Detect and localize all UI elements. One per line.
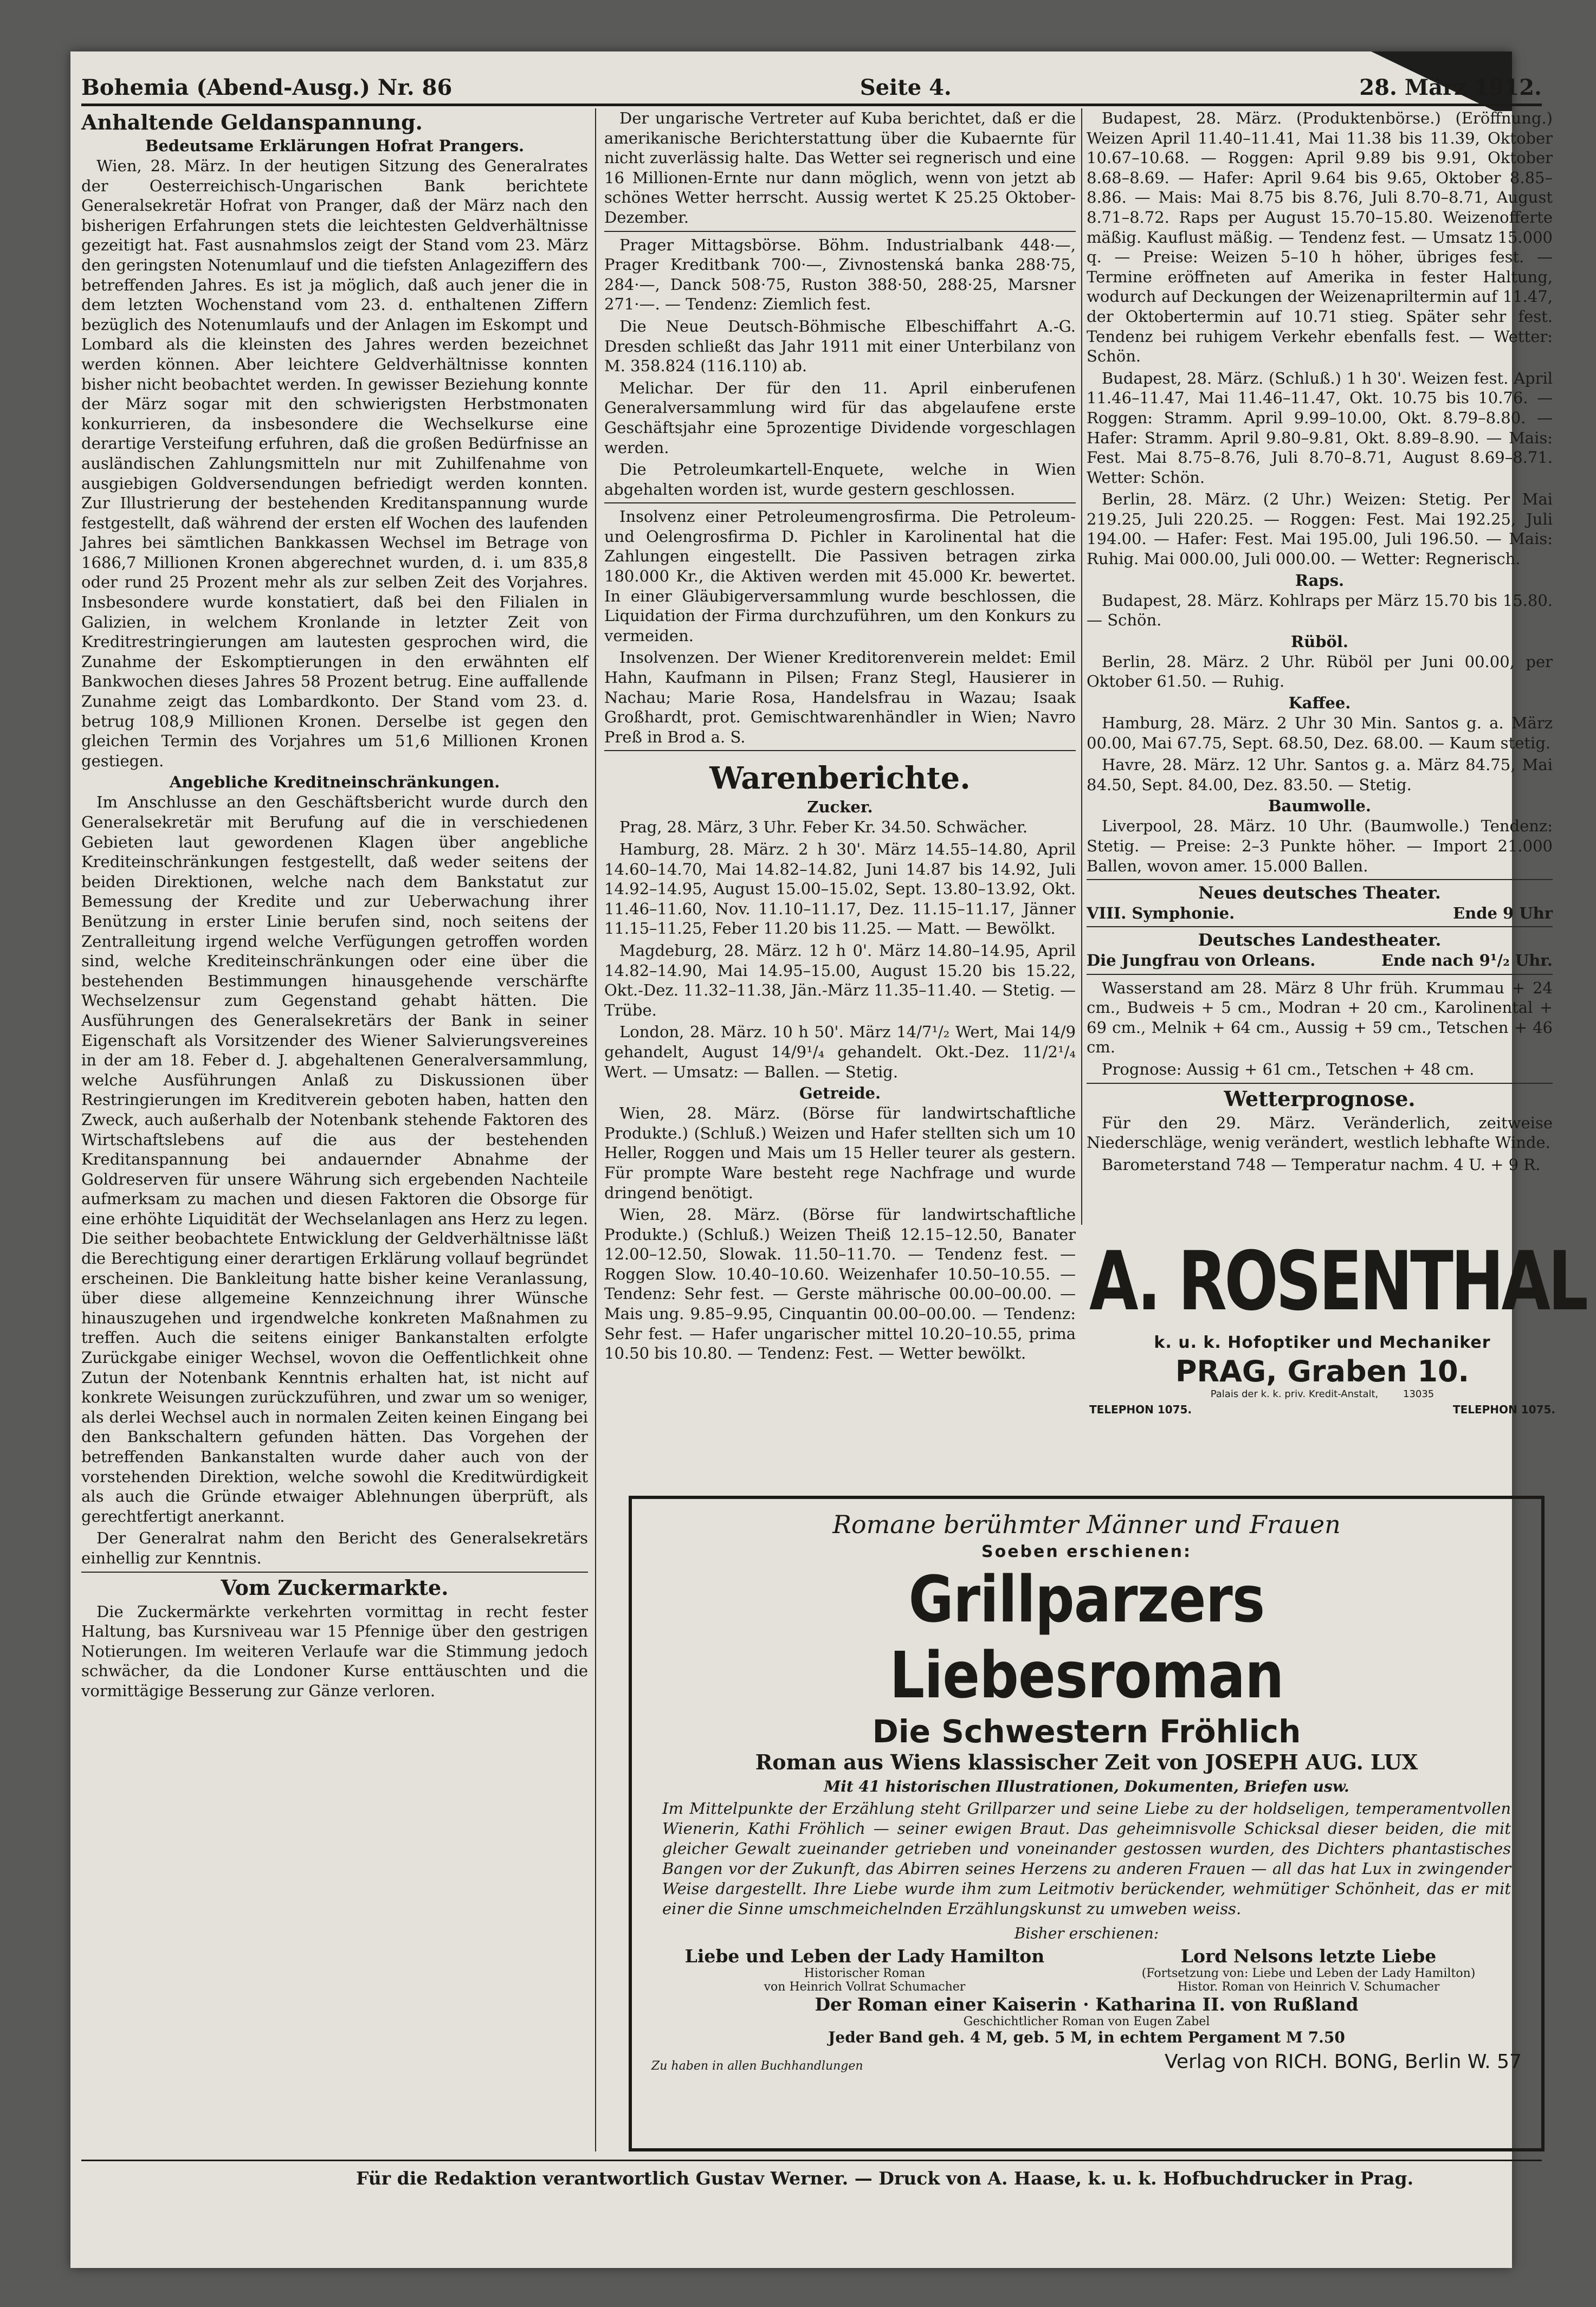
footer-rule <box>81 2160 1542 2161</box>
ad-previous-book-genre: (Fortsetzung von: Liebe und Leben der Lady Hamilton) <box>1141 1967 1476 1980</box>
article-paragraph: Die Zuckermärkte verkehrten vormittag in recht fester Haltung, bas Kursniveau war 15 Pfennige über den gestrigen Notierungen. Im weiteren Verlaufe war die Stimmung jedoch schwächer, da die Londoner Kurse enttäuschten und die vormittägige Besserung zur Gänze verloren. <box>81 1602 588 1700</box>
section-subhead: Zucker. <box>807 798 873 817</box>
article-paragraph: Wien, 28. März. In der heutigen Sitzung des Generalrates der Oesterreichisch-Ungarischen Bank berichtete Generalsekretär Hofrat von Pranger, daß der März nach den bisherigen Erfahrungen stets die leichtesten Geldverhältnisse gezeitigt hat. Fast ausnahmslos zeigt der Stand vom 23. März den geringsten Notenumlauf und die tiefsten Anlageziffern des betreffenden Jahres. Es ist ja möglich, daß auch jener die in dem letzten Wochenstand vom 23. d. enthaltenen Ziffern bezüglich des Notenumlaufs und der Anlagen im Eskompt und Lombard als die kleinsten des Jahres werden bezeichnet werden können. Aber leichtere Geldverhältnisse konnten bisher nicht beobachtet werden. In gewisser Beziehung konnte der März sogar mit den schwierigsten Herbstmonaten konkurrieren, da insbesondere die Wechselkurse eine derartige Versteifung erfuhren, daß die großen Bedürfnisse an ausländischen Zahlungsmitteln nur mit Zuhilfenahme von ausgiebigen Goldversendungen befriedigt werden konnten. Zur Illustrierung der bestehenden Kreditanspannung wurde festgestellt, daß während der ersten elf Wochen des laufenden Jahres bei sämtlichen Bankkassen Wechsel im Betrage von 1686,7 Millionen Kronen abgerechnet wurden, d. i. um 835,8 oder rund 25 Prozent mehr als zur selben Zeit des Vorjahres. Insbesondere wurde konstatiert, daß bei den Filialen in Galizien, in welchem Kronlande in letzter Zeit von Kreditrestringierungen am lautesten gesprochen wird, die Zunahme der Eskomptierungen in den erwähnten elf Bankwochen dieses Jahres 58 Prozent betrug. Eine auffallende Zunahme zeigt das Lombardkonto. Der Stand vom 23. d. betrug 108,9 Millionen Kronen. Derselbe ist gegen den gleichen Termin des Vorjahres um 51,6 Millionen Kronen gestiegen. <box>81 157 588 770</box>
theatre-listing <box>1087 903 1553 923</box>
divider <box>1087 974 1553 975</box>
section-subhead: Baumwolle. <box>1268 797 1371 816</box>
ad-previous-book-title: Lord Nelsons letzte Liebe <box>1180 1946 1437 1967</box>
theatre-play: Die Jungfrau von Orleans. <box>1087 951 1316 970</box>
weather-title: Wetterprognose. <box>1224 1086 1416 1111</box>
theatre-listing <box>1087 951 1553 971</box>
divider <box>604 502 1076 503</box>
divider <box>81 1572 588 1573</box>
header-publication: Bohemia (Abend-Ausg.) Nr. 86 <box>81 75 453 100</box>
theatre-title: Deutsches Landestheater. <box>1198 930 1442 951</box>
ad-previous-book <box>651 1946 1078 1994</box>
theatre-title: Neues deutsches Theater. <box>1198 883 1441 903</box>
rosenthal-advertisement <box>1089 1230 1586 1458</box>
market-report: Hamburg, 28. März. 2 h 30'. März 14.55–14.80, April 14.60–14.70, Mai 14.82–14.82, Juni 14.87 bis 14.92, Juli 14.92–14.95, August 15.00–15.02, Sept. 13.80–13.92, Okt. 11.46–11.60, Nov. 11.10–11.17, Dez. 11.15–11.17, Jänner 11.15–11.25, Feber 11.20 bis 11.25. — Matt. — Bewölkt. <box>604 840 1076 938</box>
rosenthal-palais-row <box>1089 1388 1555 1400</box>
ad-previous-book-author: Geschichtlicher Roman von Eugen Zabel <box>963 2015 1210 2028</box>
ad-previous-book-genre: Historischer Roman <box>804 1967 926 1980</box>
ad-availability: Zu haben in allen Buchhandlungen <box>651 2059 863 2073</box>
ad-series: Romane berühmter Männer und Frauen <box>832 1510 1341 1539</box>
section-subhead: Rüböl. <box>1291 632 1348 651</box>
theatre-play: VIII. Symphonie. <box>1087 903 1235 922</box>
divider <box>604 231 1076 232</box>
ad-previous-book <box>651 1994 1522 2028</box>
rosenthal-number: 13035 <box>1403 1388 1435 1400</box>
ad-announcement: Soeben erschienen: <box>981 1542 1192 1561</box>
section-title: Warenberichte. <box>709 760 971 797</box>
divider <box>1087 1083 1553 1084</box>
ad-footer <box>651 2051 1522 2073</box>
water-level: Wasserstand am 28. März 8 Uhr früh. Krummau + 24 cm., Budweis + 5 cm., Modran + 20 cm., Karolinental + 69 cm., Melnik + 64 cm., Aussig + 59 cm., Tetschen + 46 cm. <box>1087 978 1553 1057</box>
divider <box>1087 879 1553 880</box>
market-report: London, 28. März. 10 h 50'. März 14/7¹/₂ Wert, Mai 14/9 gehandelt, August 14/9¹/₄ gehandelt. Okt.-Dez. 11/2¹/₄ Wert. — Umsatz: — Ballen. — Stetig. <box>604 1023 1076 1081</box>
ad-blurb: Im Mittelpunkte der Erzählung steht Grillparzer und seine Liebe zu der holdseligen, temperamentvollen Wienerin, Kathi Fröhlich — seiner ewigen Braut. Das geheimnisvolle Schicksal dieser beiden, die mit gleicher Gewalt zueinander getrieben und voneinander gestossen wurden, des Dichters phantastisches Bangen vor der Zukunft, das Abirren seines Herzens zu anderen Frauen — all das hat Lux in zwingender Weise dargestellt. Ihre Liebe wurde ihm zum Leitmotiv berückender, wehmütiger Schönheit, das er mit einer die Sinne umschmeichelnden Erzählungskunst zu umweben weiss. <box>662 1799 1511 1918</box>
article-title: Vom Zuckermarkte. <box>221 1575 449 1600</box>
divider <box>604 750 1076 751</box>
ad-price: Jeder Band geh. 4 M, geb. 5 M, in echtem Pergament M 7.50 <box>828 2028 1345 2046</box>
column-rule <box>1081 108 1082 1225</box>
ad-previous-books <box>651 1946 1522 1994</box>
news-item: Die Petroleumkartell-Enquete, welche in Wien abgehalten worden ist, wurde gestern geschlossen. <box>604 460 1076 499</box>
article-paragraph: Im Anschlusse an den Geschäftsbericht wurde durch den Generalsekretär mit Berufung auf die in verschiedenen Gebieten laut gewordenen Klagen über angebliche Krediteinschränkungen festgestellt, daß weder seitens der beiden Direktionen, welche nach dem Bankstatut zur Bemessung der Kredite und zur Ueberwachung ihrer Benützung in erster Linie berufen sind, noch seitens der Zentralleitung irgend welche Verfügungen getroffen worden sind, welche Krediteinschränkungen oder eine über die bestehenden Bestimmungen hinausgehende verschärfte Wechselzensur zum Gegenstand gehabt hätten. Die Ausführungen des Generalsekretärs der Bank in seiner Eigenschaft als Vorsitzender des Wiener Salvierungsvereines in der am 18. Feber d. J. abgehaltenen Generalversammlung, welche Ausführungen Anlaß zu Diskussionen über Restringierungen im Kreditverein geboten haben, hatten den Zweck, auch außerhalb der Notenbank stehende Faktoren des Wirtschaftslebens auf die aus der bestehenden Kreditanspannung bei andauernder Abnahme der Goldreserven für unsere Währung sich ergebenden Nachteile aufmerksam zu machen und diesen Faktoren die Obsorge für eine erhöhte Liquidität der Wechselanlagen ans Herz zu legen. Die seither beobachtete Entwicklung der Geldverhältnisse läßt die Berechtigung einer derartigen Erklärung vollauf begründet erscheinen. Die Bankleitung hatte bisher keine Veranlassung, über diese allgemeine Kennzeichnung ihrer Wünsche hinauszugehen und irgendwelche konkreten Maßnahmen zu treffen. Auch die seitens einiger Bankanstalten erfolgte Zurückgabe einiger Wechsel, wovon die Oeffentlichkeit ohne Zutun der Notenbank Kenntnis erhalten hat, ist nicht auf konkrete Weisungen zurückzuführen, und zwar um so weniger, als derlei Wechsel auch in normalen Zeiten keinen Eingang bei den Bankschaltern gefunden hätten. Das Vorgehen der betreffenden Bankanstalten wurde daher auch von der vorstehenden Direktion, welche sowohl die Kreditwürdigkeit als auch die Gründe etwaiger Ablehnungen überprüft, als gerechtfertigt anerkannt. <box>81 793 588 1526</box>
ad-previous-label: Bisher erschienen: <box>1014 1924 1159 1942</box>
article-subhead: Angebliche Kreditneinschränkungen. <box>169 773 500 792</box>
market-report: Hamburg, 28. März. 2 Uhr 30 Min. Santos g. a. März 00.00, Mai 67.75, Sept. 68.50, Dez. 68.00. — Kaum stetig. <box>1087 714 1553 752</box>
market-report: Budapest, 28. März. (Schluß.) 1 h 30'. Weizen fest. April 11.46–11.47, Mai 11.46–11.47, Okt. 10.75 bis 10.76. — Roggen: Stramm. April 9.99–10.00, Okt. 8.79–8.80. — Hafer: Stramm. April 9.80–9.81, Okt. 8.89–8.90. — Mais: Fest. Mai 8.75–8.76, Juli 8.70–8.71, August 8.69–8.71. Wetter: Schön. <box>1087 369 1553 487</box>
news-item: Melichar. Der für den 11. April einberufenen Generalversammlung wird für das abgelaufene erste Geschäftsjahr eine 5prozentige Dividende vorgeschlagen werden. <box>604 378 1076 457</box>
rosenthal-name: A. ROSENTHAL <box>1089 1235 1586 1329</box>
column-3 <box>1087 108 1553 1252</box>
market-report: Prag, 28. März, 3 Uhr. Feber Kr. 34.50. Schwächer. <box>619 818 1028 837</box>
rosenthal-address: PRAG, Graben 10. <box>1175 1354 1470 1388</box>
book-advertisement <box>629 1496 1545 2151</box>
ad-previous-book-author: von Heinrich Vollrat Schumacher <box>764 1980 966 1994</box>
news-item: Die Neue Deutsch-Böhmische Elbeschiffahrt A.-G. Dresden schließt das Jahr 1911 mit einer Unterbilanz von M. 358.824 (116.110) ab. <box>604 316 1076 376</box>
news-item: Der ungarische Vertreter auf Kuba berichtet, daß er die amerikanische Berichterstattung über die Kubaernte für nicht zuverlässig halte. Das Wetter sei regnerisch und eine 16 Millionen-Ernte nur dann möglich, wenn von jetzt ab schönes Wetter herrscht. Aussig wertet K 25.25 Oktober-Dezember. <box>604 109 1076 227</box>
barometer: Barometerstand 748 — Temperatur nachm. 4 U. + 9 R. <box>1102 1155 1541 1174</box>
section-subhead: Raps. <box>1295 571 1345 590</box>
ad-previous-book-title: Der Roman einer Kaiserin · Katharina II. von Rußland <box>815 1994 1359 2015</box>
market-report: Berlin, 28. März. (2 Uhr.) Weizen: Stetig. Per Mai 219.25, Juli 220.25. — Roggen: Fest. Mai 192.25, Juli 194.00. — Hafer: Fest. Mai 195.00, Juli 196.50. — Mais: Ruhig. Mai 000.00, Juli 000.00. — Wetter: Regnerisch. <box>1087 490 1553 568</box>
ad-illustrations: Mit 41 historischen Illustrationen, Dokumenten, Briefen usw. <box>824 1778 1349 1795</box>
divider <box>1087 926 1553 927</box>
ad-previous-book <box>1095 1946 1522 1994</box>
imprint-footer: Für die Redaktion verantwortlich Gustav Werner. — Druck von A. Haase, k. u. k. Hofbuchdrucker in Prag. <box>356 2168 1414 2189</box>
water-forecast: Prognose: Aussig + 61 cm., Tetschen + 48 cm. <box>1102 1059 1475 1078</box>
market-report: Magdeburg, 28. März. 12 h 0'. März 14.80–14.95, April 14.82–14.90, Mai 14.95–15.00, August 15.20 bis 15.22, Okt.-Dez. 11.32–11.38, Jän.-März 11.35–11.40. — Stetig. — Trübe. <box>604 941 1076 1019</box>
market-report: Berlin, 28. März. 2 Uhr. Rüböl per Juni 00.00, per Oktober 61.50. — Ruhig. <box>1087 652 1553 691</box>
market-report: Budapest, 28. März. (Produktenbörse.) (Eröffnung.) Weizen April 11.40–11.41, Mai 11.38 bis 11.39, Oktober 10.67–10.68. — Roggen: April 9.89 bis 9.91, Oktober 8.68–8.69. — Hafer: April 9.64 bis 9.65, Oktober 8.85–8.86. — Mais: Mai 8.75 bis 8.76, Juli 8.70–8.71, August 8.71–8.72. Raps per August 15.70–15.80. Weizenofferte mäßig. Kauflust mäßig. — Tendenz fest. — Umsatz 15.000 q. — Preise: Weizen 5–10 h höher, übriges fest. — Termine eröffneten auf Amerika in fester Haltung, wodurch auf Deckungen der Weizenapriltermin auf 11.47, der Oktobertermin auf 10.71 stieg. Später sehr fest. Tendenz bei ruhigem Verkehr ebenfalls fest. — Wetter: Schön. <box>1087 109 1553 366</box>
rosenthal-telephone-row <box>1089 1403 1555 1416</box>
ad-book-title: Grillparzers Liebesroman <box>889 1562 1284 1713</box>
market-report: Wien, 28. März. (Börse für landwirtschaftliche Produkte.) (Schluß.) Weizen Theiß 12.15–12.50, Banater 12.00–12.50, Slowak. 11.50–11.70. — Tendenz fest. — Roggen Slow. 10.40–10.60. Weizenhafer 10.50–10.55. — Tendenz: Sehr fest. — Gerste mährische 00.00–00.00. — Mais ung. 9.85–9.95, Cinquantin 00.00–00.00. — Tendenz: Sehr fest. — Hafer ungarischer mittel 10.20–10.55, prima 10.50 bis 10.80. — Tendenz: Fest. — Wetter bewölkt. <box>604 1205 1076 1363</box>
header-page-number: Seite 4. <box>860 75 952 100</box>
rosenthal-telephone: TELEPHON 1075. <box>1089 1403 1192 1416</box>
market-report: Havre, 28. März. 12 Uhr. Santos g. a. März 84.75, Mai 84.50, Sept. 84.00, Dez. 83.50. — Stetig. <box>1087 755 1553 794</box>
article-subtitle: Bedeutsame Erklärungen Hofrat Prangers. <box>145 137 525 155</box>
article-title: Anhaltende Geldanspannung. <box>81 110 423 134</box>
ad-previous-book-title: Liebe und Leben der Lady Hamilton <box>684 1946 1045 1967</box>
news-item: Prager Mittagsbörse. Böhm. Industrialbank 448·—, Prager Kreditbank 700·—, Zivnostenská banka 288·75, 284·—, Danck 508·75, Ruston 388·50, 288·25, Marsner 271·—. — Tendenz: Ziemlich fest. <box>604 235 1076 314</box>
column-1 <box>81 108 588 2124</box>
header-date: 28. März 1912. <box>1359 75 1542 100</box>
rosenthal-trade: k. u. k. Hofoptiker und Mechaniker <box>1154 1333 1491 1352</box>
rosenthal-palais: Palais der k. k. priv. Kredit-Anstalt, <box>1210 1388 1379 1400</box>
weather-forecast: Für den 29. März. Veränderlich, zeitweise Niederschläge, wenig verändert, westlich lebhafte Winde. <box>1087 1113 1553 1152</box>
ad-book-subtitle: Die Schwestern Fröhlich <box>872 1713 1301 1750</box>
ad-author-line: Roman aus Wiens klassischer Zeit von JOSEPH AUG. LUX <box>755 1750 1418 1774</box>
rosenthal-logo-row <box>1089 1230 1586 1333</box>
column-rule <box>595 108 596 2151</box>
news-item: Insolvenzen. Der Wiener Kreditorenverein meldet: Emil Hahn, Kaufmann in Pilsen; Franz Stegl, Hausierer in Nachau; Marie Rosa, Handelsfrau in Wazau; Isaak Großhardt, prot. Gemischtwarenhändler in Wien; Navro Preß in Brod a. S. <box>604 648 1076 746</box>
theatre-end: Ende nach 9¹/₂ Uhr. <box>1381 951 1553 970</box>
section-subhead: Kaffee. <box>1288 694 1351 713</box>
rosenthal-telephone: TELEPHON 1075. <box>1452 1403 1555 1416</box>
market-report: Budapest, 28. März. Kohlraps per März 15.70 bis 15.80. — Schön. <box>1087 591 1553 630</box>
section-subhead: Getreide. <box>799 1084 881 1103</box>
column-2 <box>604 108 1076 1363</box>
ad-previous-book-author: Histor. Roman von Heinrich V. Schumacher <box>1177 1980 1440 1994</box>
news-item: Insolvenz einer Petroleumengrosfirma. Die Petroleum- und Oelengrosfirma D. Pichler in Karolinental hat die Zahlungen eingestellt. Die Passiven betragen zirka 180.000 Kr., die Aktiven werden mit 45.000 Kr. bewertet. In einer Gläubigerversammlung wurde beschlossen, die Liquidation der Firma durchzuführen, um den Konkurs zu vermeiden. <box>604 507 1076 645</box>
market-report: Wien, 28. März. (Börse für landwirtschaftliche Produkte.) (Schluß.) Weizen und Hafer stellten sich um 10 Heller, Roggen und Mais um 15 Heller teurer als gestern. Für prompte Ware besteht rege Nachfrage und wurde dringend benötigt. <box>604 1104 1076 1202</box>
theatre-end: Ende 9 Uhr <box>1453 903 1553 922</box>
page-header <box>81 62 1542 106</box>
ad-publisher: Verlag von RICH. BONG, Berlin W. 57 <box>1164 2051 1522 2073</box>
market-report: Liverpool, 28. März. 10 Uhr. (Baumwolle.) Tendenz: Stetig. — Preise: 2–3 Punkte höher. — Import 21.000 Ballen, wovon amer. 15.000 Ballen. <box>1087 817 1553 875</box>
article-paragraph: Der Generalrat nahm den Bericht des Generalsekretärs einhellig zur Kenntnis. <box>81 1529 588 1567</box>
